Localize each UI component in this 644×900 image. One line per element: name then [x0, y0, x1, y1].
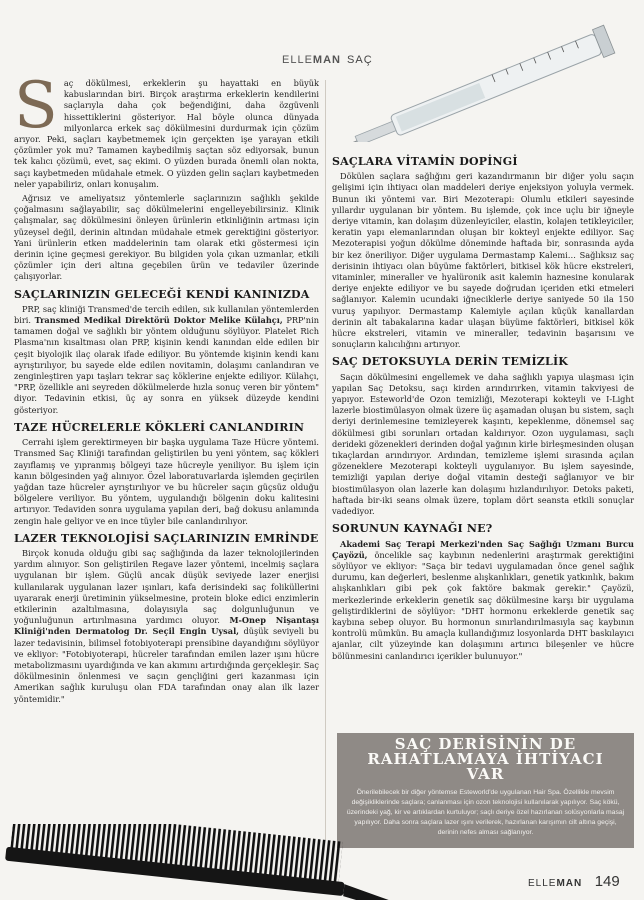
callout-title [337, 733, 634, 782]
vitamin-paragraph: Dökülen saçlara sağlığını geri kazandırmanın bir diğer yolu saçın gelişimi için ihtiyacı olan maddeleri deriye enjeksiyon yoluyla vermek. Bunun iki yöntemi var. Biri Mezoterapi: Olumlu etkileri sayesinde yıllardır uygulanan bir yöntem. Bu işlemde, çok ince uçlu bir iğneyle deriye vitamin, kan dolaşım düzenleyiciler, elastin, kolajen tetikleyiciler, keratin yapı elemanlarından oluşan bir kokteyl enjekte ediliyor. Saç Mezoterapisi yoğun dökülme döneminde haftada bir, sonrasında ayda bir kez öneriliyor. Diğer uygulama Dermastamp Kalemi… Sağlıksız saç derisinin ihtiyacı olan büyüme faktörleri, bitkisel kök hücre ekstreleri, vitaminler, mineraller ve hyalüronik asit kalemin haznesine konularak deriye enjekte ediliyor ve bu sayede doğrudan içeriden etki etmeleri sağlanıyor. Kalemin ucundaki iğneciklerle deriye saniyede 50 ila 150 vuruş yapılıyor. Dermastamp Kalemiyle açılan küçük kanallardan derinin alt tabakalarına kadar ulaşan büyüme faktörleri, bitkisel kök hücre ekstreleri, vitamin ve mineraller, tedavinin başarısını ve sonuçların kalıcılığını artırıyor. [332, 171, 634, 350]
comb-illustration [0, 824, 420, 900]
source-paragraph [332, 539, 634, 662]
column-divider [325, 80, 326, 840]
callout-title-line-1: SAÇ DERİSİNİN DE [394, 735, 577, 753]
prp-text-c: PRP'nin tamamen doğal ve sağlıklı bir yöntem olduğunu söylüyor. Platelet Rich Plasma'nın kısaltması olan PRP, kişinin kendi kanından elde edilen bir çeşit biyolojik ilaç olarak ifade ediliyor. Bu yöntemde kişinin kendi kanı ayrıştırılıyor, bu sayede elde edilen novitamin, dolaşımı canlandıran ve zenginleştiren yapı taşları tekrar saç köklerine enjekte ediliyor. Külahçı, "PRP, özellikle ani seyreden dökülmelerde hızla sonuç veren bir yöntem" diyor. Tedavinin etkisi, üç ay sonra en yüksek düzeyde kendini gösteriyor. [14, 315, 319, 415]
laser-paragraph [14, 548, 319, 705]
heading-detox: SAÇ DETOKSUYLA DERİN TEMİZLİK [332, 355, 569, 369]
drop-cap: S [14, 69, 58, 143]
right-column [332, 150, 634, 665]
page-footer [528, 873, 620, 891]
intro-paragraph: aç dökülmesi, erkeklerin şu hayattaki en büyük kabuslarından biri. Birçok araştırma erkeklerin kendilerini saçlarıyla daha çok beğendiğini, daha özgüvenli hissettiklerini gösteriyor. Hal böyle olunca dünyada milyonlarca erkek saç dökülmesini durdurmak için çözüm arıyor. Peki, saçları kaybetmemek için gerçekten işe yarayan etkili çözümler yok mu? Tamamen kaybedilmiş saçtan söz ediyorsak, bunun tek kalıcı çözümü, evet, saç ekimi. O yüzden burada önemli olan nokta, saçı kaybetmeden müdahale etmek. O yüzden gelin saçları kaybetmeden neler yapabiliriz, onları konuşalım. [14, 78, 319, 189]
section-label: SAÇ [347, 54, 373, 66]
prp-text-a: PRP, saç kliniği Transmed'de tercih edilen, sık kullanılan yöntemlerden biri. [14, 303, 319, 326]
laser-expert: M-Onep Nişantaşı Kliniği'nden Dermatolog Dr. Seçil Engin Uysal, [14, 615, 319, 637]
footer-brand-elle: ELLE [528, 878, 557, 889]
left-column [14, 69, 319, 708]
source-text: öncelikle saç kaybının nedenlerini araştırmak gerektiğini söylüyor ve ekliyor: "Saça bir tedavi uygulamadan önce genel sağlık durumu, kan değerleri, beslenme alışkanlıkları, genetik yatkınlık, bakım alışkanlıkları gibi pek çok faktöre bakmak gerekir." Çayözü, merkezlerinde erkeklerin genetik saç dökülmesine karşı bir uygulama geliştirdiklerini de söylüyor: "DHT hormonu erkeklerde genetik saç kaybına sebep oluyor. Bu hormonun sınırlandırılmasıyla saç kaybının kontrolü mümkün. Bu amaçla kullandığımız losyonlarda DHT baskılayıcı ajanlar, cilt yüzeyinde kan dolaşımını artırıcı bileşenler ve hücre bölünmesini canlandırıcı içerikler bulunuyor." [332, 549, 634, 661]
heading-source: SORUNUN KAYNAĞI NE? [332, 522, 493, 536]
brand-man: MAN [312, 54, 341, 66]
page-number: 149 [594, 873, 620, 890]
intro-paragraph-2: Ağrısız ve ameliyatsız yöntemlerle saçlarınızın sağlıklı şekilde çoğalmasını sağlayabilir, saç dökülmelerini engelleyebilirsiniz. Klinik çalışmalar, saç dökülmesini önleyen ürünlerin etkinliğinin artması için yüzeysel değil, derinin altından müdahale etmek gerektiğini gösteriyor. Yani ürünlerin etken maddelerinin tam olarak etki göstermesi için derinin içine geçmesi gerekiyor. Bu bilgiden yola çıkan uzmanlar, etkili çözümler için deri altına geçebilen ürün ve tedaviler üzerinde çalışıyorlar. [14, 193, 319, 282]
callout-title-line-3: VAR [466, 765, 505, 783]
heading-prp: SAÇLARINIZIN GELECEĞİ KENDİ KANINIZDA [14, 287, 310, 301]
heading-vitamin: SAÇLARA VİTAMİN DOPİNGİ [332, 155, 518, 168]
laser-text-c: düşük seviyeli bu lazer tedavisinin, bilimsel fotobiyoterapi prensibine dayandığını söylüyor ve ekliyor: "Fotobiyoterapi, hücreler tarafından emilen lazer ışını hücre metabolizmasını uyardığında ve kan akımını artırdığında gerçekleşir. Saç dökülmesinin önlenmesi ve saçın gençliğini geri kazanması için Amerikan sağlık kuruluşu olan FDA tarafından onay alan ilk lazer yöntemidir." [14, 626, 319, 704]
prp-paragraph [14, 304, 319, 416]
source-expert: Akademi Saç Terapi Merkezi'nden Saç Sağlığı Uzmanı Burcu Çayözü, [332, 538, 634, 560]
syringe-illustration [345, 22, 644, 142]
footer-brand-man: MAN [556, 878, 583, 889]
fresh-cells-paragraph: Cerrahi işlem gerektirmeyen bir başka uygulama Taze Hücre yöntemi. Transmed Saç Kliniği tarafından geliştirilen bu yeni yöntem, saç kökleri zayıflamış ve yıpranmış bölgeyi taze hücreyle yeniliyor. Bu işlem için kanın bölgesinden yağ alınıyor. Özel laboratuvarlarda işlemden geçirilen yağdan taze hücreler ayrıştırılıyor ve bu hücreler saçın güçsüz olduğu bölgelere veriliyor. Bu yöntem, uygulandığı bölgenin doku kalitesini artırıyor. Tedaviden sonra uygulama yapılan deri, bağ dokusu anlamında zengin hale geliyor ve en ince tüyler bile canlandırılıyor. [14, 437, 319, 526]
footer-brand [528, 878, 582, 889]
heading-laser: LAZER TEKNOLOJİSİ SAÇLARINIZIN EMRİNDE [14, 531, 319, 545]
brand-elle: ELLE [282, 54, 313, 66]
detox-paragraph: Saçın dökülmesini engellemek ve daha sağlıklı yapıya ulaşması için yapılan Saç Detoksu, saçı kirden arındırırken, vitamin takviyesi de yapıyor. Esteworld'de Ozon temizliği, Mezoterapi kokteyli ve I-Light lazerle biostimülasyon olmak üzere üç aşamadan oluşan bu sistem, saçlı deriyi derinlemesine temizleyerek kaşıntı, kepeklenme, dönemsel saç dökülmesi gibi sorunları ortadan kaldırıyor. Ozon uygulaması, saçlı derideki gözenekleri derinden doğal yağının kirle birleşmesinden oluşan tıkaçlardan arındırıyor. Ardından, temizleme işlemi sırasında açılan gözeneklere Mezoterapi kokteyli uygulanıyor. Bu işlem sayesinde, temizliği yapılan deriye doğal vitamin desteği sağlanıyor ve bir biostimülasyon olan lazerle kan dolaşımı hızlandırılıyor. Detoks paketi, haftada bir-iki seans olmak üzere, toplam dört seansta etkili sonuçlar vadediyor. [332, 371, 634, 517]
callout-body: Önerilebilecek bir diğer yöntemse Esteworld'de uygulanan Hair Spa. Özellikle mevsim değişikliklerinde saçlara; canlanması için ozon teknolojisi kullanılarak yapılıyor. Saç kökü, üzerindeki yağ, kir ve artıklardan kurtuluyor; saçlı deriye özel hazırlanan solüsyonlarla masaj yapılıyor. Daha sonra saçlara lazer ışını verilerek, hazırlanan karışımın cilt altına geçişi, derinin nefes alması sağlanıyor. [346, 789, 625, 836]
callout-title-line-2: RAHATLAMAYA İHTİYACI [367, 750, 604, 768]
laser-text-a: Birçok konuda olduğu gibi saç sağlığında da lazer teknolojilerinden yardım alınıyor. Son geliştirilen Regave lazer yöntemi, incelmiş saçlara uygulanan bir işlem. Güçlü ancak düşük seviyede lazer enerjisi kullanılarak uygulanan lazer ışınları, kafa derisindeki saç foliküllerini uyararak enerji üretiminin yükselmesine, protein bloke edici enzimlerin etkilerinin azaltılmasına, dolayısıyla saç dolgunluğunun ve yoğunluğunun artırılmasına yardımcı oluyor. [14, 547, 319, 626]
prp-expert: Transmed Medikal Direktörü Doktor Melike Külahçı, [34, 315, 283, 326]
heading-fresh-cells: TAZE HÜCRELERLE KÖKLERİ CANLANDIRIN [14, 420, 305, 434]
